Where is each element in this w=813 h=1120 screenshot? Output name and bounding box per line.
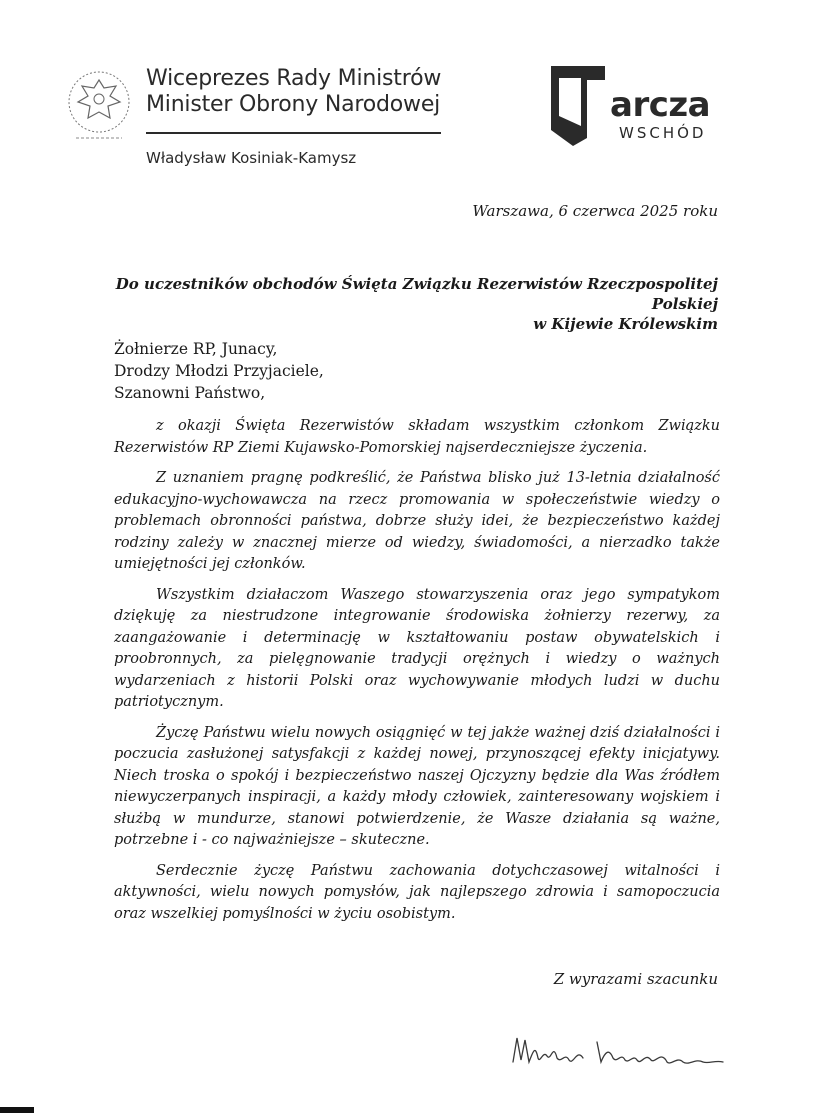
salutation-line: Szanowni Państwo, [114,384,266,402]
closing-phrase: Z wyrazami szacunku [553,970,718,988]
salutation-line: Drodzy Młodzi Przyjaciele, [114,362,324,380]
body-paragraph: Serdecznie życzę Państwu zachowania dotychczasowej witalności i aktywności, wielu nowych pomysłów, jak najlepszego zdrowia i samopoczucia oraz wszelkiej pomyślności w życiu osobistym. [114,862,720,922]
salutation [114,338,324,404]
body-paragraph: z okazji Święta Rezerwistów składam wszystkim członkom Związku Rezerwistów RP Ziemi Kujawsko-Pomorskiej najserdeczniejsze życzenia. [114,418,720,456]
office-title [146,66,441,118]
office-line-1: Wiceprezes Rady Ministrów [146,66,442,91]
letter-body [114,416,720,934]
letter-date: Warszawa, 6 czerwca 2025 roku [472,202,718,220]
addressee-line-2: w Kijewie Królewskim [533,315,718,333]
addressee [78,274,718,334]
header-divider [146,132,441,134]
body-paragraph: Wszystkim działaczom Waszego stowarzyszenia oraz jego sympatykom dziękuję za niestrudzone integrowanie środowiska żołnierzy rezerwy, za zaangażowanie i determinację w kształtowaniu postaw obywatelskich i proobronnych, za pielęgnowanie tradycji orężnych i wiedzy o ważnych wydarzeniach z historii Polski oraz wychowywanie młodych ludzi w duchu patriotycznym. [114,586,720,710]
salutation-line: Żołnierze RP, Junacy, [114,340,278,358]
minister-name: Władysław Kosiniak-Kamysz [146,149,357,167]
handwritten-signature [505,1022,735,1074]
addressee-line-1: Do uczestników obchodów Święta Związku Rezerwistów Rzeczpospolitej Polskiej [115,275,718,313]
logo-subtext: WSCHÓD [619,124,707,142]
body-paragraph: Z uznaniem pragnę podkreślić, że Państwa blisko już 13-letnia działalność edukacyjno-wychowawcza na rzecz promowania w społeczeństwie wiedzy o problemach obronności państwa, dobrze służy idei, że bezpieczeństwo każdej rodziny zależy w znacznej mierze od wiedzy, świadomości, a nierzadko także umiejętności jej członków. [114,470,720,572]
office-line-2: Minister Obrony Narodowej [146,92,441,117]
logo-text: arcza [610,85,711,125]
body-paragraph: Życzę Państwu wielu nowych osiągnięć w tej jakże ważnej dziś działalności i poczucia zasłużonej satysfakcji z każdej nowej, przynoszącej efekty inicjatywy. Niech troska o spokój i bezpieczeństwo naszej Ojczyzny będzie dla Was źródłem niewyczerpanych inspiracji, a każdy młody człowiek, zainteresowany wojskiem i służbą w mundurze, stanowi potwierdzenie, że Wasze działania są ważne, potrzebne i - co najważniejsze – skuteczne. [114,724,720,848]
eagle-emblem-icon [64,66,134,144]
scan-edge-mark [0,1107,34,1113]
